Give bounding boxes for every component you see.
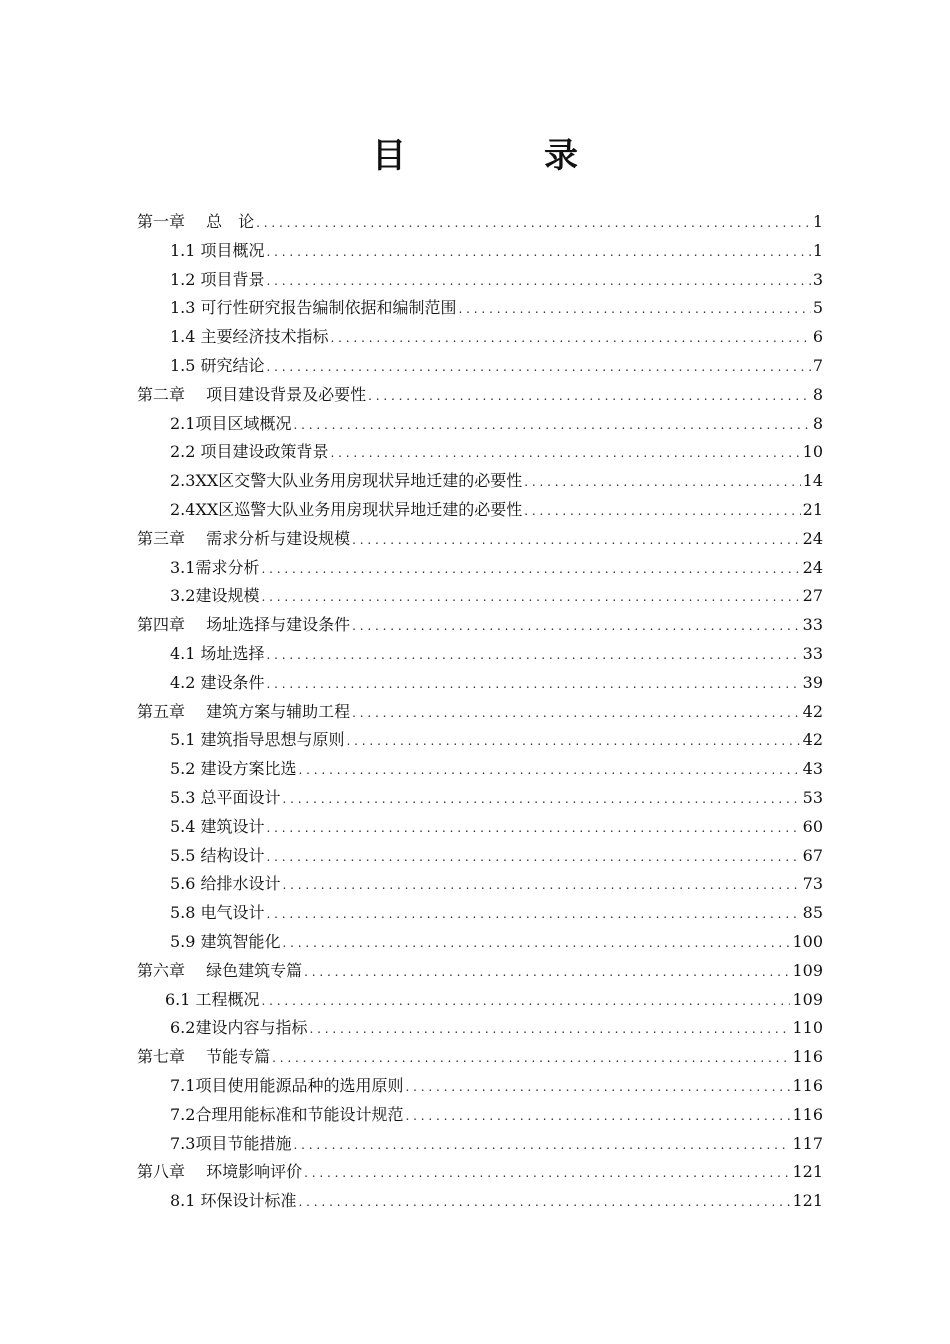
toc-section-entry[interactable] [137, 640, 823, 669]
toc-dot-leader [283, 870, 801, 900]
toc-page-number: 42 [802, 730, 823, 750]
toc-dot-leader [299, 755, 801, 785]
toc-section-entry[interactable] [137, 928, 823, 957]
toc-page-number: 110 [792, 1018, 823, 1038]
toc-chapter-entry[interactable] [137, 1043, 823, 1072]
toc-dot-leader [524, 496, 800, 526]
toc-entry-label: 5.2 建设方案比选 [170, 759, 297, 779]
toc-entry-label: 2.2 项目建设政策背景 [170, 442, 329, 462]
toc-entry-label: 6.1 工程概况 [165, 989, 260, 1009]
toc-page-number: 117 [792, 1133, 823, 1153]
toc-chapter-entry[interactable] [137, 611, 823, 640]
toc-entry-label: 5.8 电气设计 [170, 903, 265, 923]
toc-section-entry[interactable] [137, 813, 823, 842]
toc-entry-label: 5.3 总平面设计 [170, 787, 281, 807]
toc-dot-leader [272, 1043, 790, 1073]
toc-page-number: 42 [802, 701, 823, 721]
toc-section-entry[interactable] [137, 237, 823, 266]
toc-section-entry[interactable] [137, 755, 823, 784]
toc-entry-label: 7.3项目节能措施 [170, 1133, 292, 1153]
toc-entry-label: 6.2建设内容与指标 [170, 1018, 308, 1038]
toc-entry-label: 1.3 可行性研究报告编制依据和编制范围 [170, 298, 457, 318]
toc-page-number: 21 [802, 499, 823, 519]
toc-section-entry[interactable] [137, 266, 823, 295]
toc-dot-leader [293, 410, 810, 440]
toc-entry-label: 第六章 绿色建筑专篇 [137, 960, 303, 980]
toc-dot-leader [331, 438, 801, 468]
toc-page-number: 116 [792, 1104, 823, 1124]
page-title: 目 录 [372, 136, 630, 176]
toc-dot-leader [267, 842, 801, 872]
toc-dot-leader [352, 611, 801, 641]
toc-page-number: 60 [802, 816, 823, 836]
toc-entry-label: 4.1 场址选择 [170, 643, 265, 663]
toc-dot-leader [267, 669, 801, 699]
toc-chapter-entry[interactable] [137, 957, 823, 986]
toc-section-entry[interactable] [137, 438, 823, 467]
toc-section-entry[interactable] [137, 986, 823, 1015]
toc-page-number: 6 [812, 327, 823, 347]
toc-entry-label: 3.1需求分析 [170, 557, 260, 577]
toc-dot-leader [304, 957, 790, 987]
toc-page-number: 116 [792, 1075, 823, 1095]
toc-section-entry[interactable] [137, 870, 823, 899]
toc-entry-label: 5.1 建筑指导思想与原则 [170, 730, 345, 750]
table-of-contents [137, 208, 823, 1216]
toc-page-number: 67 [802, 845, 823, 865]
toc-entry-label: 5.5 结构设计 [170, 845, 265, 865]
toc-page-number: 121 [792, 1162, 823, 1182]
toc-entry-label: 1.1 项目概况 [170, 240, 265, 260]
toc-dot-leader [405, 1072, 790, 1102]
toc-section-entry[interactable] [137, 410, 823, 439]
toc-section-entry[interactable] [137, 352, 823, 381]
toc-dot-leader [267, 266, 811, 296]
toc-section-entry[interactable] [137, 784, 823, 813]
toc-page-number: 8 [812, 384, 823, 404]
toc-entry-label: 5.6 给排水设计 [170, 874, 281, 894]
toc-entry-label: 2.4XX区巡警大队业务用房现状异地迁建的必要性 [170, 499, 523, 519]
toc-section-entry[interactable] [137, 1014, 823, 1043]
toc-section-entry[interactable] [137, 554, 823, 583]
toc-dot-leader [261, 582, 800, 612]
toc-entry-label: 4.2 建设条件 [170, 672, 265, 692]
toc-section-entry[interactable] [137, 467, 823, 496]
toc-dot-leader [352, 525, 801, 555]
toc-section-entry[interactable] [137, 1101, 823, 1130]
toc-page-number: 121 [792, 1191, 823, 1211]
toc-page-number: 73 [802, 874, 823, 894]
toc-entry-label: 7.1项目使用能源品种的选用原则 [170, 1075, 404, 1095]
toc-section-entry[interactable] [137, 496, 823, 525]
toc-chapter-entry[interactable] [137, 381, 823, 410]
toc-dot-leader [267, 899, 801, 929]
toc-entry-label: 第五章 建筑方案与辅助工程 [137, 701, 351, 721]
toc-dot-leader [267, 813, 801, 843]
toc-dot-leader [368, 381, 811, 411]
toc-page-number: 14 [802, 471, 823, 491]
toc-entry-label: 7.2合理用能标准和节能设计规范 [170, 1104, 404, 1124]
toc-entry-label: 5.9 建筑智能化 [170, 931, 281, 951]
toc-page-number: 109 [792, 960, 823, 980]
toc-page-number: 43 [802, 759, 823, 779]
toc-dot-leader [299, 1187, 791, 1217]
toc-page-number: 5 [812, 298, 823, 318]
toc-page-number: 109 [792, 989, 823, 1009]
toc-page-number: 7 [812, 355, 823, 375]
toc-dot-leader [524, 467, 800, 497]
toc-entry-label: 5.4 建筑设计 [170, 816, 265, 836]
toc-page-number: 27 [802, 586, 823, 606]
toc-entry-label: 2.1项目区域概况 [170, 413, 292, 433]
toc-section-entry[interactable] [137, 582, 823, 611]
toc-dot-leader [262, 986, 791, 1016]
toc-entry-label: 1.5 研究结论 [170, 355, 265, 375]
toc-section-entry[interactable] [137, 294, 823, 323]
toc-chapter-entry[interactable] [137, 698, 823, 727]
toc-dot-leader [283, 928, 791, 958]
toc-entry-label: 第三章 需求分析与建设规模 [137, 528, 351, 548]
toc-section-entry[interactable] [137, 669, 823, 698]
toc-chapter-entry[interactable] [137, 208, 823, 237]
toc-page-number: 1 [812, 212, 823, 231]
toc-page-number: 10 [802, 442, 823, 462]
toc-section-entry[interactable] [137, 1130, 823, 1159]
toc-page-number: 33 [802, 615, 823, 635]
toc-section-entry[interactable] [137, 1187, 823, 1216]
toc-page-number: 85 [802, 903, 823, 923]
toc-entry-label: 1.2 项目背景 [170, 269, 265, 289]
toc-page-number: 24 [802, 528, 823, 548]
toc-dot-leader [283, 784, 801, 814]
toc-chapter-entry[interactable] [137, 525, 823, 554]
toc-dot-leader [331, 323, 811, 353]
toc-dot-leader [309, 1014, 790, 1044]
toc-entry-label: 第四章 场址选择与建设条件 [137, 615, 351, 635]
toc-entry-label: 8.1 环保设计标准 [170, 1191, 297, 1211]
toc-chapter-entry[interactable] [137, 1158, 823, 1187]
toc-section-entry[interactable] [137, 323, 823, 352]
toc-dot-leader [267, 237, 811, 267]
toc-entry-label: 第二章 项目建设背景及必要性 [137, 384, 367, 404]
toc-dot-leader [459, 294, 811, 324]
toc-entry-label: 第一章 总 论 [137, 212, 255, 231]
toc-section-entry[interactable] [137, 1072, 823, 1101]
toc-dot-leader [256, 208, 811, 238]
toc-section-entry[interactable] [137, 726, 823, 755]
toc-page-number: 39 [802, 672, 823, 692]
toc-dot-leader [267, 352, 811, 382]
toc-section-entry[interactable] [137, 842, 823, 871]
toc-page-number: 8 [812, 413, 823, 433]
toc-page-number: 3 [812, 269, 823, 289]
toc-dot-leader [347, 726, 801, 756]
toc-dot-leader [352, 698, 801, 728]
toc-entry-label: 3.2建设规模 [170, 586, 260, 606]
toc-entry-label: 2.3XX区交警大队业务用房现状异地迁建的必要性 [170, 471, 523, 491]
toc-entry-label: 1.4 主要经济技术指标 [170, 327, 329, 347]
toc-dot-leader [267, 640, 801, 670]
toc-entry-label: 第七章 节能专篇 [137, 1047, 271, 1067]
toc-page-number: 53 [802, 787, 823, 807]
toc-page-number: 33 [802, 643, 823, 663]
toc-page-number: 24 [802, 557, 823, 577]
toc-section-entry[interactable] [137, 899, 823, 928]
toc-page-number: 116 [792, 1047, 823, 1067]
toc-entry-label: 第八章 环境影响评价 [137, 1162, 303, 1182]
toc-dot-leader [304, 1158, 790, 1188]
toc-dot-leader [405, 1101, 790, 1131]
toc-page-number: 100 [792, 931, 823, 951]
toc-page-number: 1 [812, 240, 823, 260]
toc-dot-leader [261, 554, 800, 584]
toc-dot-leader [293, 1130, 790, 1160]
